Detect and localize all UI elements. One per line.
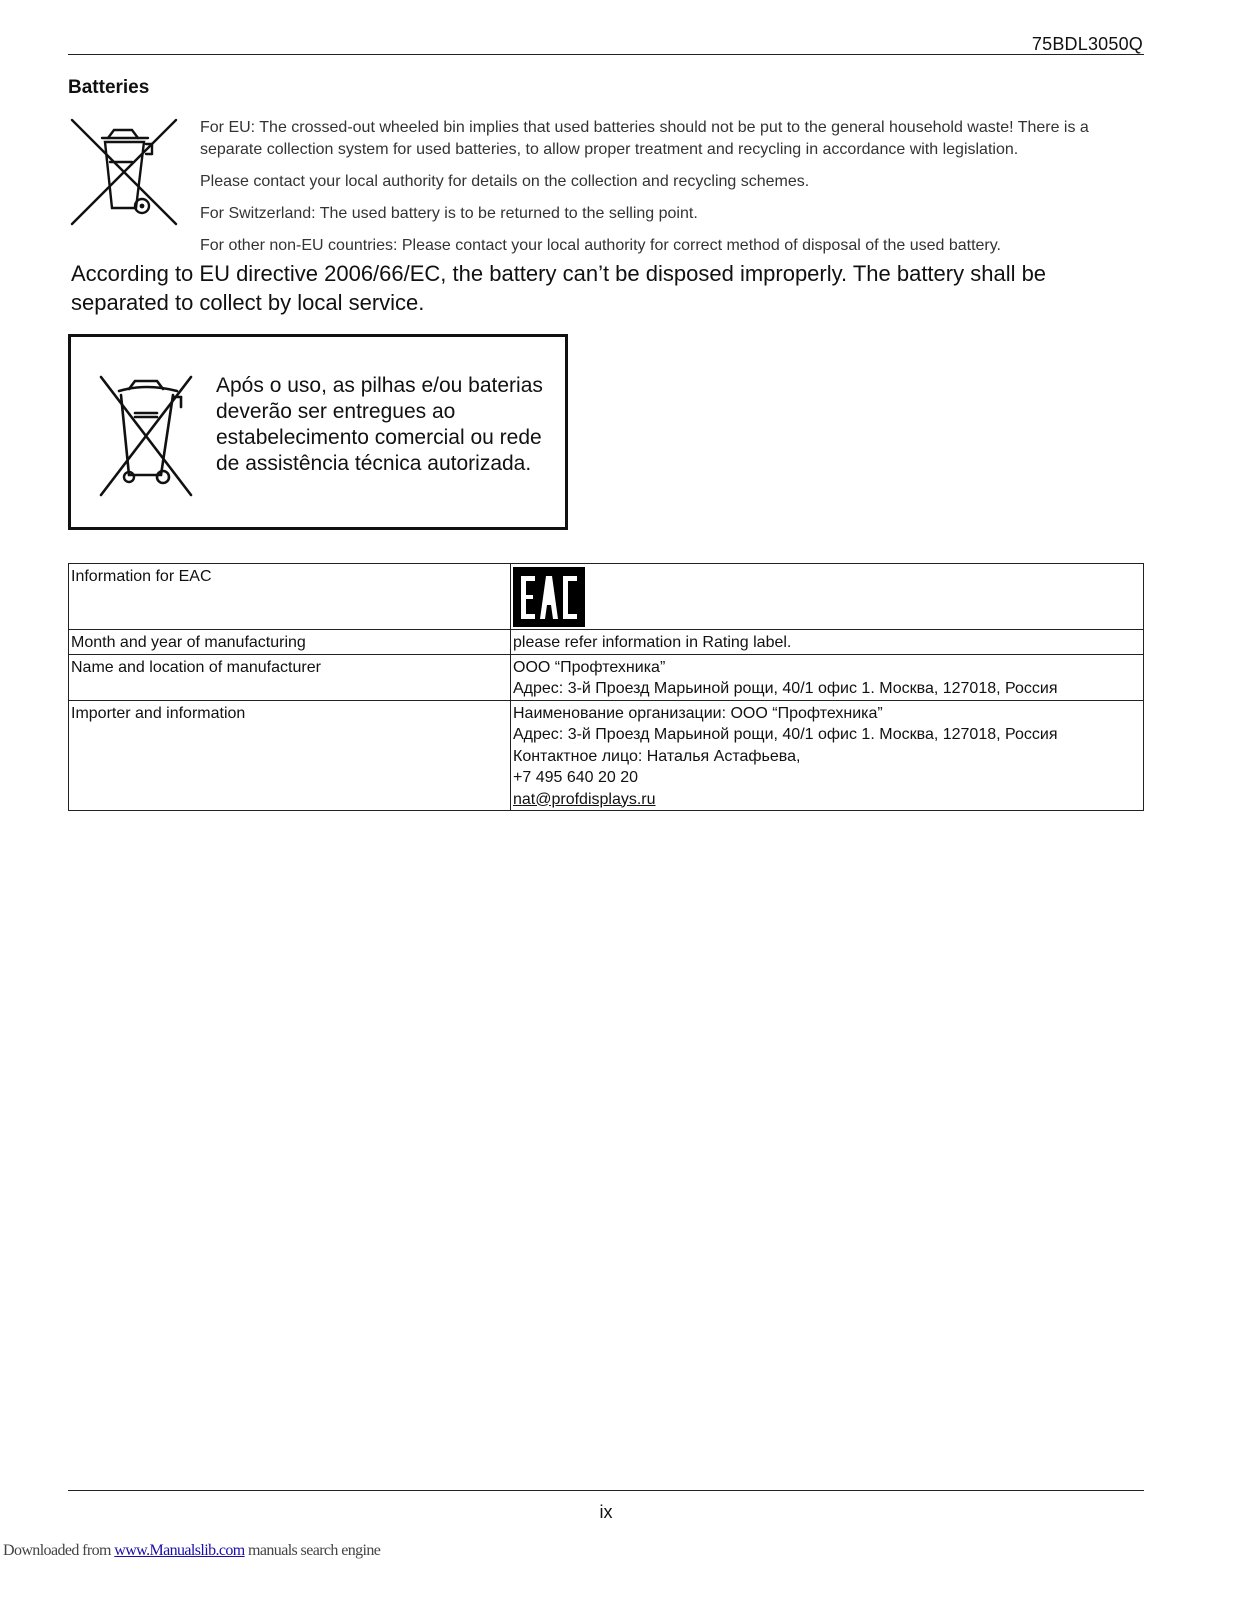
cell-label: Importer and information: [71, 704, 246, 722]
footer-prefix: Downloaded from: [3, 1542, 115, 1559]
battery-paragraph-authority: Please contact your local authority for details on the collection and recycling schemes.: [200, 173, 810, 190]
cell-line: Наименование организации: ООО “Профтехника”: [513, 704, 883, 722]
importer-email-link[interactable]: nat@profdisplays.ru: [513, 790, 656, 808]
cell-line: +7 495 640 20 20: [513, 769, 639, 786]
cell-line: ООО “Профтехника”: [513, 658, 666, 676]
model-number: 75BDL3050Q: [1031, 34, 1143, 54]
table-cell-value: [511, 564, 1144, 630]
table-row: [69, 564, 1144, 630]
brazil-battery-notice-text: Após o uso, as pilhas e/ou baterias deverão ser entregues ao estabelecimento comercial ou rede de assistência técnica autorizada.: [216, 374, 543, 475]
table-cell-value: [511, 630, 1144, 655]
footer-suffix: manuals search engine: [244, 1542, 381, 1559]
eac-information-table: [68, 563, 1144, 811]
cell-line: Адрес: 3-й Проезд Марьиной рощи, 40/1 офис 1. Москва, 127018, Россия: [513, 680, 1058, 697]
cell-label: Information for EAC: [71, 568, 212, 585]
cell-label: Name and location of manufacturer: [71, 658, 321, 676]
table-cell-label: [69, 700, 511, 811]
eu-directive-notice: According to EU directive 2006/66/EC, the battery can’t be disposed improperly. The battery shall be separated to collect by local service.: [71, 261, 1047, 315]
table-cell-value: [511, 654, 1144, 700]
table-row: [69, 630, 1144, 655]
footer-divider: [68, 1490, 1144, 1491]
crossed-out-wheeled-bin-icon: [99, 373, 193, 499]
table-cell-label: [69, 630, 511, 655]
crossed-out-wheeled-bin-icon: [68, 116, 180, 228]
page-number: ix: [599, 1502, 613, 1522]
battery-paragraph-switzerland: For Switzerland: The used battery is to be returned to the selling point.: [200, 205, 698, 222]
table-row: [69, 700, 1144, 811]
brazil-battery-notice-box: [68, 334, 568, 530]
table-cell-label: [69, 564, 511, 630]
manualslib-link[interactable]: www.Manualslib.com: [114, 1542, 245, 1559]
eac-mark-logo: [513, 567, 585, 627]
table-cell-value: [511, 700, 1144, 811]
cell-label: Month and year of manufacturing: [71, 634, 306, 651]
table-cell-label: [69, 654, 511, 700]
battery-paragraph-eu: For EU: The crossed-out wheeled bin implies that used batteries should not be put to the general household waste! There is a separate collection system for used batteries, to allow proper treatment and recycling in accordance with legislation.: [200, 119, 1089, 158]
download-footer: [3, 1542, 380, 1560]
cell-line: Контактное лицо: Наталья Астафьева,: [513, 747, 801, 765]
svg-text:EAC: EAC: [513, 567, 516, 568]
section-title: Batteries: [68, 77, 150, 98]
cell-line: Адрес: 3-й Проезд Марьиной рощи, 40/1 офис 1. Москва, 127018, Россия: [513, 726, 1058, 743]
header-divider: [68, 54, 1144, 55]
battery-paragraph-non-eu: For other non-EU countries: Please contact your local authority for correct method of disposal of the used battery.: [200, 237, 1001, 254]
cell-line: please refer information in Rating label.: [513, 634, 792, 651]
table-row: [69, 654, 1144, 700]
